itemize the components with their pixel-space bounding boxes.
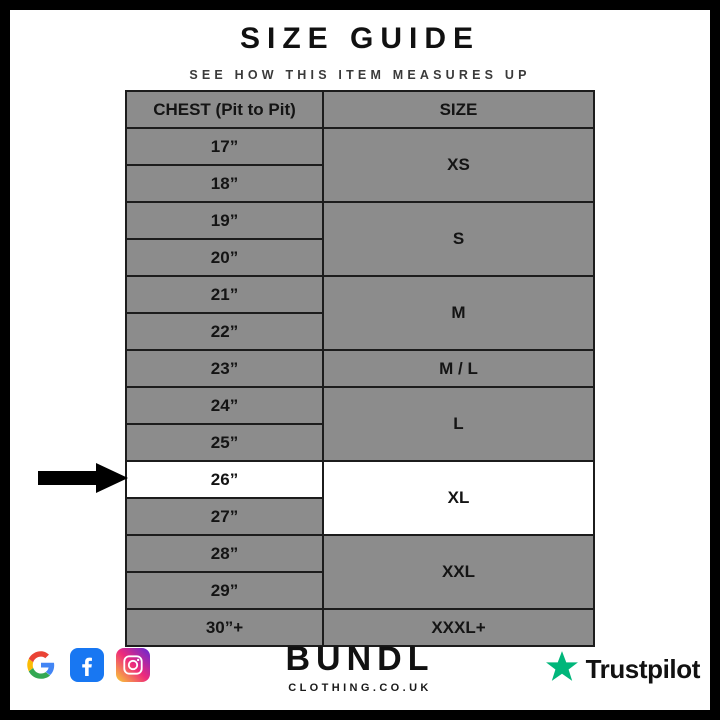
trustpilot-logo[interactable]: [545, 650, 700, 689]
chest-cell: 30”+: [126, 609, 323, 646]
size-table-wrapper: [125, 90, 595, 647]
size-cell: M: [323, 276, 594, 350]
table-row-highlighted: [126, 461, 594, 498]
chest-cell: 23”: [126, 350, 323, 387]
table-row: [126, 128, 594, 165]
table-row: [126, 276, 594, 313]
chest-cell: 20”: [126, 239, 323, 276]
chest-cell: 18”: [126, 165, 323, 202]
chest-cell: 24”: [126, 387, 323, 424]
chest-cell: 27”: [126, 498, 323, 535]
chest-cell-selected: 26”: [126, 461, 323, 498]
size-cell-selected: XL: [323, 461, 594, 535]
size-cell: S: [323, 202, 594, 276]
size-cell: XS: [323, 128, 594, 202]
trustpilot-label: Trustpilot: [585, 654, 700, 684]
chest-cell: 19”: [126, 202, 323, 239]
size-table: [125, 90, 595, 647]
column-header-size: SIZE: [323, 91, 594, 128]
table-row: [126, 350, 594, 387]
brand-name: BUNDL: [285, 640, 435, 678]
brand-domain: CLOTHING.CO.UK: [288, 682, 432, 694]
size-guide-card: [10, 10, 710, 710]
chest-cell: 28”: [126, 535, 323, 572]
page-title: SIZE GUIDE: [239, 22, 481, 55]
size-cell: XXL: [323, 535, 594, 609]
size-cell: M / L: [323, 350, 594, 387]
size-cell: XXXL+: [323, 609, 594, 646]
page-subtitle: SEE HOW THIS ITEM MEASURES UP: [189, 68, 531, 82]
chest-cell: 29”: [126, 572, 323, 609]
chest-cell: 22”: [126, 313, 323, 350]
table-row: [126, 202, 594, 239]
chest-cell: 21”: [126, 276, 323, 313]
arrow-icon: [38, 462, 128, 494]
table-row: [126, 387, 594, 424]
table-header-row: [126, 91, 594, 128]
size-cell: L: [323, 387, 594, 461]
table-row: [126, 535, 594, 572]
footer: [10, 634, 710, 710]
chest-cell: 25”: [126, 424, 323, 461]
chest-cell: 17”: [126, 128, 323, 165]
column-header-chest: CHEST (Pit to Pit): [126, 91, 323, 128]
trustpilot-star-icon: [545, 650, 579, 689]
